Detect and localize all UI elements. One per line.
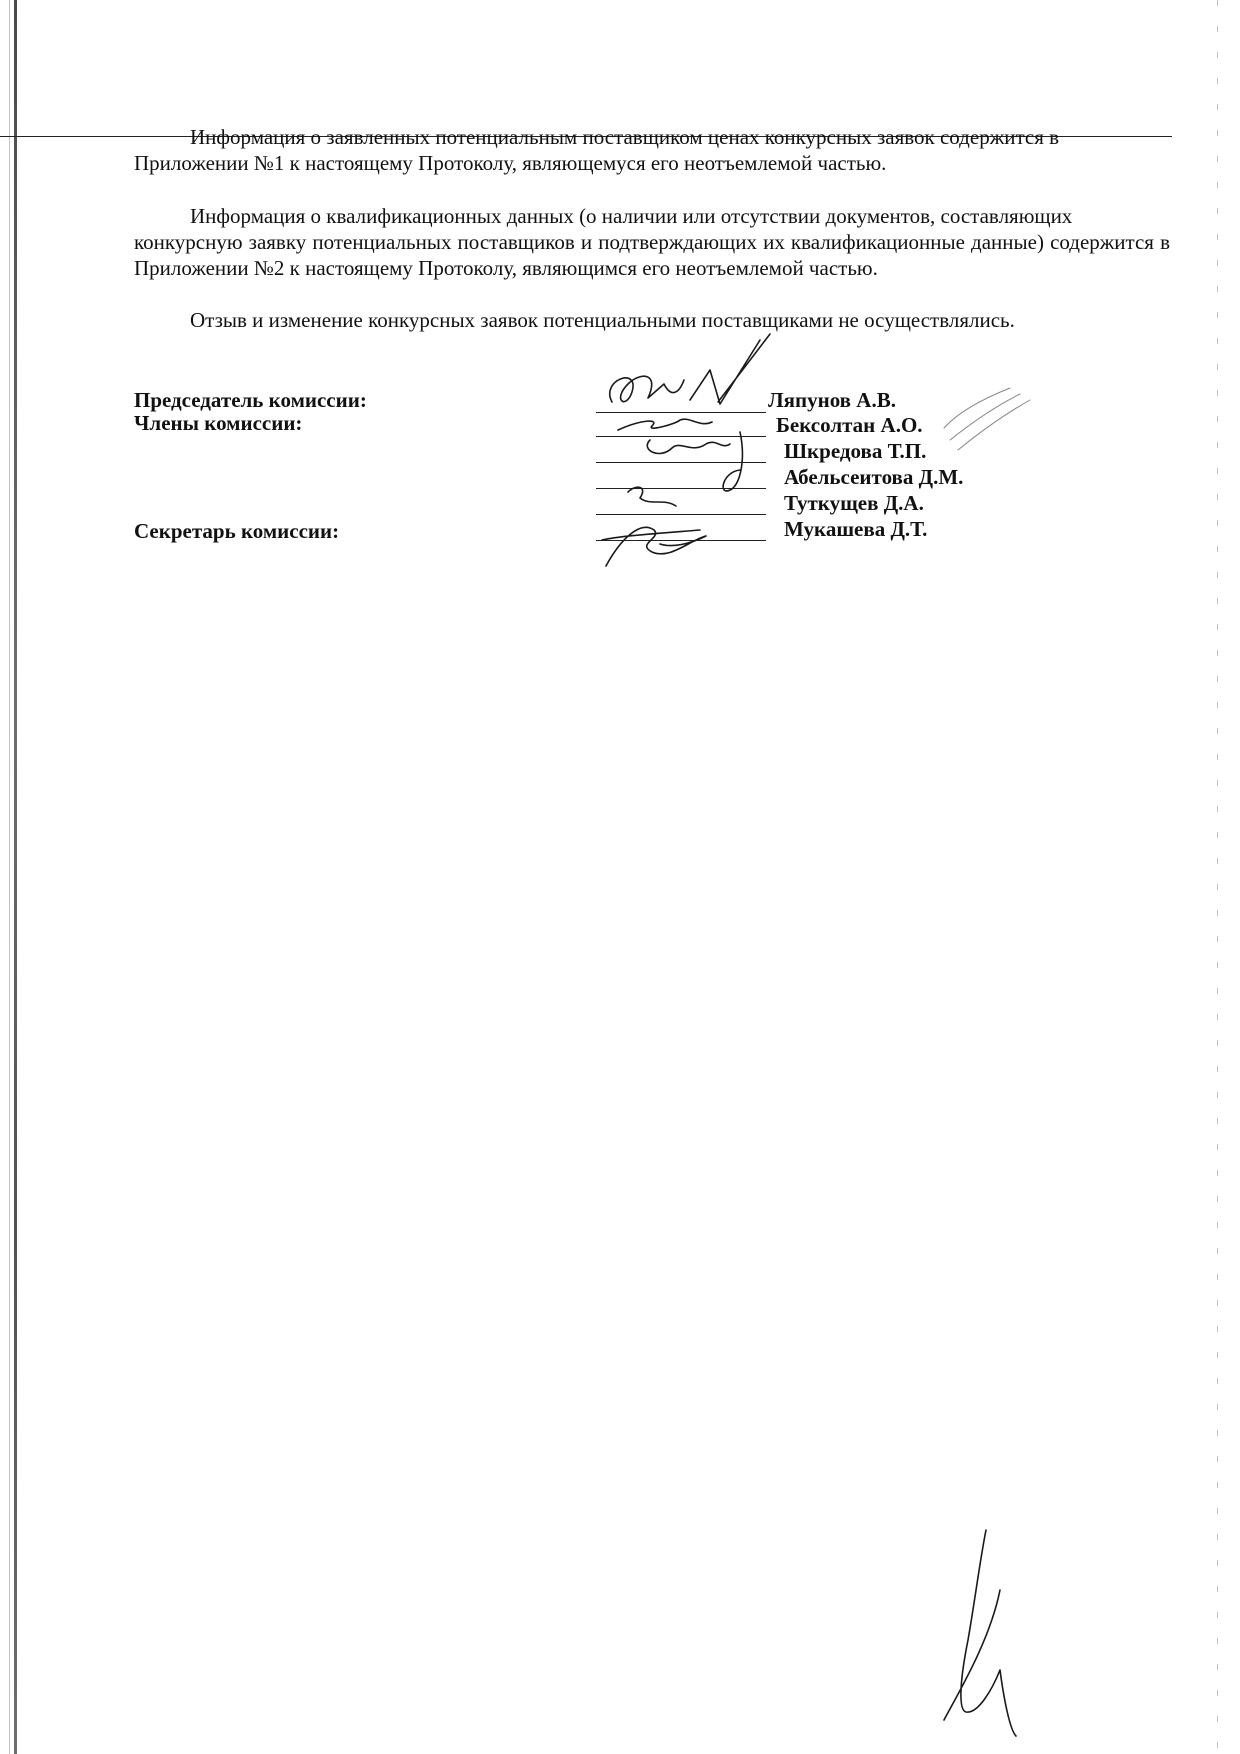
secretary-label: Секретарь комиссии: (134, 519, 340, 543)
signature-line-chair (596, 412, 766, 413)
name-secretary: Мукашева Д.Т. (784, 517, 928, 541)
paragraph-1-rest: Приложении №1 к настоящему Протоколу, являющемуся его неотъемлемой частью. (134, 151, 887, 175)
name-member-1: Бексолтан А.О. (776, 413, 923, 437)
signature-line-member-3 (596, 488, 766, 489)
members-label: Члены комиссии: (134, 411, 303, 435)
signature-member-1 (618, 419, 712, 430)
scan-binding-edge (14, 0, 17, 1754)
signature-line-member-1 (596, 436, 766, 437)
paragraph-qualification-info (134, 203, 1170, 281)
signature-faint-scribble (944, 388, 1030, 450)
signature-chair (610, 334, 770, 404)
name-chair: Ляпунов А.В. (768, 388, 896, 412)
paragraph-withdrawal-info (134, 307, 1170, 333)
scan-right-edge (1217, 0, 1218, 1754)
name-member-4: Туткущев Д.А. (784, 491, 924, 515)
signature-secretary (602, 527, 706, 566)
signature-line-secretary (596, 540, 766, 541)
paragraph-prices-info (134, 124, 1170, 176)
signature-bottom-initials (944, 1530, 1016, 1736)
paragraph-1-line-1: Информация о заявленных потенциальным поставщиком ценах конкурсных заявок содержится в (190, 125, 1060, 149)
name-member-2: Шкредова Т.П. (784, 439, 927, 463)
name-member-3: Абельсеитова Д.М. (784, 465, 964, 489)
signature-member-4 (628, 487, 676, 506)
paragraph-2-line-1: Информация о квалификационных данных (о наличии или отсутствии документов, составляющих (190, 204, 1073, 228)
signature-line-member-4 (596, 514, 766, 515)
scan-binding-edge-shadow (9, 0, 10, 1754)
signature-line-member-2 (596, 462, 766, 463)
chair-label: Председатель комиссии: (134, 388, 367, 412)
paragraph-3-line-1: Отзыв и изменение конкурсных заявок потенциальными поставщиками не осуществлялись. (190, 308, 1015, 332)
paragraph-2-rest: конкурсную заявку потенциальных поставщиков и подтверждающих их квалификационные данные) содержится в Приложении №2 к настоящему Протоколу, являющимся его неотъемлемой частью. (134, 230, 1170, 280)
